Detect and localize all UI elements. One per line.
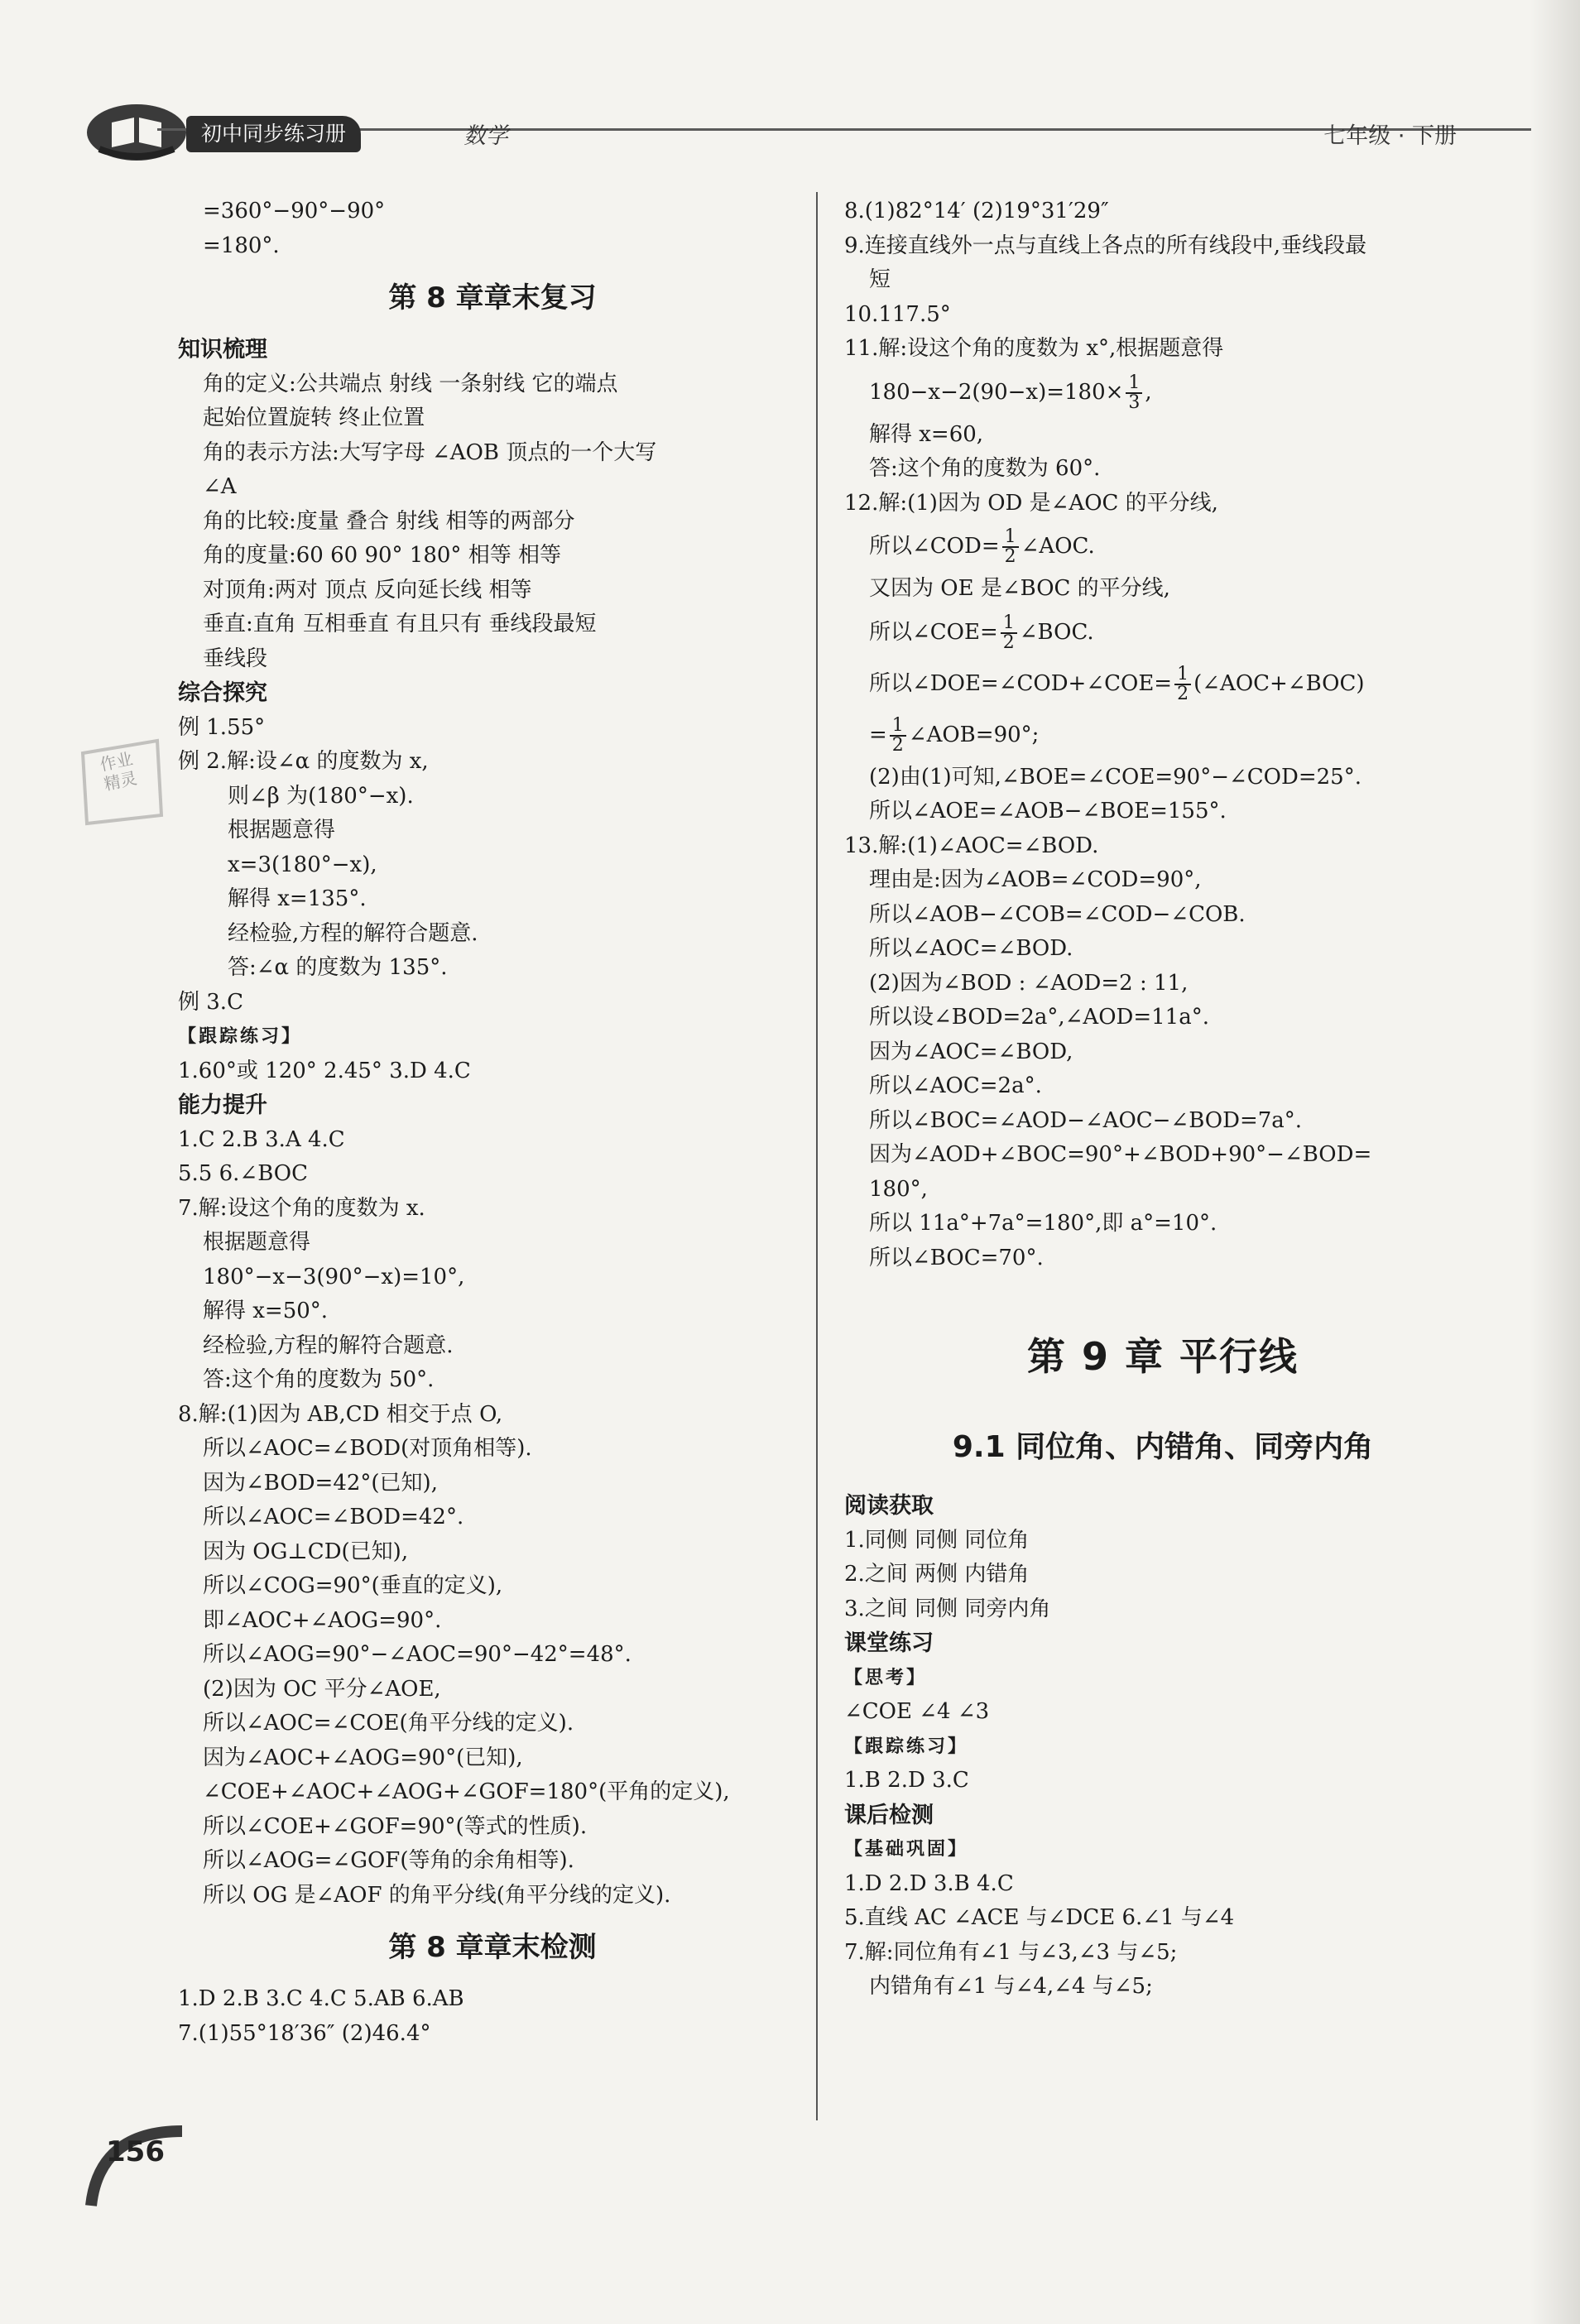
text-line: 所以∠AOB−∠COB=∠COD−∠COB. bbox=[869, 901, 1246, 927]
text-line: =360°−90°−90° bbox=[203, 199, 386, 223]
text-line: 1.同侧 同侧 同位角 bbox=[844, 1527, 1030, 1553]
right-column bbox=[844, 194, 1482, 2005]
section-heading: 综合探究 bbox=[178, 680, 267, 706]
text-line: 解得 x=50°. bbox=[203, 1299, 329, 1323]
text-line: (2)因为 OC 平分∠AOE, bbox=[203, 1676, 441, 1702]
fraction-one-half bbox=[1001, 614, 1017, 652]
text-line: (2)由(1)可知,∠BOE=∠COE=90°−∠COD=25°. bbox=[869, 764, 1361, 790]
follow-practice-tag: 【跟踪练习】 bbox=[844, 1736, 969, 1757]
text-line: 答:这个角的度数为 50°. bbox=[203, 1367, 435, 1392]
equation-line bbox=[844, 709, 1482, 761]
text-line: 因为∠AOD+∠BOC=90°+∠BOD+90°−∠BOD= bbox=[869, 1142, 1372, 1167]
text-line: 起始位置旋转 终止位置 bbox=[203, 406, 425, 430]
text-line: 11.解:设这个角的度数为 x°,根据题意得 bbox=[844, 336, 1224, 361]
page-header bbox=[83, 99, 1473, 166]
text-line: 12.解:(1)因为 OD 是∠AOC 的平分线, bbox=[844, 490, 1218, 516]
text-line: 即∠AOC+∠AOG=90°. bbox=[203, 1607, 442, 1633]
subject-label: 数学 bbox=[463, 123, 508, 149]
section-heading: 知识梳理 bbox=[178, 337, 267, 363]
text-line: 9.连接直线外一点与直线上各点的所有线段中,垂线段最 bbox=[844, 233, 1367, 258]
text-line: 所以∠AOC=∠BOD(对顶角相等). bbox=[203, 1436, 532, 1461]
text-line: 10.117.5° bbox=[844, 301, 951, 327]
text-line: 例 2.解:设∠α 的度数为 x, bbox=[178, 749, 429, 774]
text-line: 因为∠BOD=42°(已知), bbox=[203, 1470, 438, 1496]
text-line: 所以∠AOC=∠BOD. bbox=[869, 936, 1073, 961]
equation-text: (∠AOC+∠BOC) bbox=[1193, 670, 1365, 696]
grade-label: 七年级 · 下册 bbox=[1323, 123, 1457, 149]
text-line: 垂直:直角 互相垂直 有且只有 垂线段最短 bbox=[203, 612, 597, 636]
text-line: 因为 OG⊥CD(已知), bbox=[203, 1539, 409, 1564]
text-line: 8.解:(1)因为 AB,CD 相交于点 O, bbox=[178, 1401, 503, 1427]
page-edge-shadow bbox=[1530, 0, 1580, 2324]
text-line: 所以∠AOE=∠AOB−∠BOE=155°. bbox=[869, 799, 1227, 823]
text-line: ∠COE+∠AOC+∠AOG+∠GOF=180°(平角的定义), bbox=[203, 1779, 730, 1804]
fraction-numerator: 1 bbox=[1126, 374, 1142, 394]
equation-line bbox=[844, 367, 1482, 418]
text-line: 1.60°或 120° 2.45° 3.D 4.C bbox=[178, 1058, 471, 1083]
text-line: 所以∠AOC=∠BOD=42°. bbox=[203, 1505, 464, 1529]
text-line: 1.D 2.D 3.B 4.C bbox=[844, 1870, 1014, 1896]
stamp-line: 精灵 bbox=[102, 767, 139, 795]
text-line: 经检验,方程的解符合题意. bbox=[203, 1332, 454, 1358]
text-line: 1.D 2.B 3.C 4.C 5.AB 6.AB bbox=[178, 1986, 464, 2011]
text-line: 答:这个角的度数为 60°. bbox=[869, 456, 1101, 481]
equation-text: ∠AOC. bbox=[1021, 534, 1095, 559]
text-line: ∠A bbox=[203, 474, 237, 499]
follow-practice-tag: 【跟踪练习】 bbox=[178, 1026, 303, 1047]
text-line: 所以∠AOG=∠GOF(等角的余角相等). bbox=[203, 1848, 574, 1873]
equation-text: 所以∠COE= bbox=[869, 619, 998, 645]
fraction-one-third bbox=[1126, 374, 1142, 412]
text-line: 所以∠COG=90°(垂直的定义), bbox=[203, 1573, 503, 1598]
chapter-title: 第 9 章 平行线 bbox=[1026, 1334, 1299, 1379]
text-line: 解得 x=60, bbox=[869, 421, 984, 447]
page-number: 156 bbox=[106, 2135, 165, 2168]
text-line: 13.解:(1)∠AOC=∠BOD. bbox=[844, 833, 1099, 858]
fraction-numerator: 1 bbox=[1002, 528, 1019, 548]
text-line: 所以∠AOC=2a°. bbox=[869, 1073, 1042, 1098]
book-logo-icon bbox=[83, 99, 190, 166]
text-line: 所以 OG 是∠AOF 的角平分线(角平分线的定义). bbox=[203, 1882, 671, 1908]
text-line: 7.解:设这个角的度数为 x. bbox=[178, 1195, 425, 1221]
text-line: 所以∠BOC=70°. bbox=[869, 1245, 1044, 1270]
basic-tag: 【基础巩固】 bbox=[844, 1839, 969, 1860]
text-line: 对顶角:两对 顶点 反向延长线 相等 bbox=[203, 577, 532, 603]
text-line: ∠COE ∠4 ∠3 bbox=[844, 1699, 990, 1724]
text-line: 所以 11a°+7a°=180°,即 a°=10°. bbox=[869, 1211, 1217, 1236]
text-line: 因为∠AOC=∠BOD, bbox=[869, 1039, 1073, 1064]
section-heading: 课堂练习 bbox=[844, 1630, 934, 1656]
text-line: 1.C 2.B 3.A 4.C bbox=[178, 1126, 345, 1152]
section-heading: 能力提升 bbox=[178, 1092, 267, 1118]
equation-line bbox=[844, 607, 1482, 658]
fraction-numerator: 1 bbox=[1174, 665, 1191, 685]
text-line: 解得 x=135°. bbox=[228, 886, 367, 911]
text-line: 180°, bbox=[869, 1176, 928, 1202]
text-line: 2.之间 两侧 内错角 bbox=[844, 1562, 1030, 1587]
chapter-review-title: 第 8 章章末复习 bbox=[388, 281, 597, 315]
text-line: 例 3.C bbox=[178, 989, 243, 1015]
section-heading: 阅读获取 bbox=[844, 1493, 934, 1519]
text-line: 角的表示方法:大写字母 ∠AOB 顶点的一个大写 bbox=[203, 439, 657, 465]
fraction-denominator: 2 bbox=[1177, 683, 1189, 704]
equation-line bbox=[844, 521, 1482, 572]
text-line: 7.(1)55°18′36″ (2)46.4° bbox=[178, 2020, 431, 2046]
text-line: 1.B 2.D 3.C bbox=[844, 1768, 969, 1793]
fraction-numerator: 1 bbox=[890, 717, 906, 737]
fraction-denominator: 3 bbox=[1128, 391, 1141, 413]
text-line: 所以∠AOG=90°−∠AOC=90°−42°=48°. bbox=[203, 1642, 632, 1667]
section-title: 9.1 同位角、内错角、同旁内角 bbox=[952, 1430, 1374, 1464]
series-title: 初中同步练习册 bbox=[186, 116, 361, 152]
text-line: 5.直线 AC ∠ACE 与∠DCE 6.∠1 与∠4 bbox=[844, 1905, 1235, 1930]
text-line: (2)因为∠BOD : ∠AOD=2 : 11, bbox=[869, 970, 1189, 996]
think-tag: 【思考】 bbox=[844, 1667, 928, 1688]
text-line: 7.解:同位角有∠1 与∠3,∠3 与∠5; bbox=[844, 1939, 1178, 1965]
equation-text: 180−x−2(90−x)=180× bbox=[869, 379, 1124, 405]
chapter-test-title: 第 8 章章末检测 bbox=[388, 1931, 597, 1964]
text-line: 5.5 6.∠BOC bbox=[178, 1161, 309, 1186]
text-line: 理由是:因为∠AOB=∠COD=90°, bbox=[869, 867, 1202, 892]
equation-text: ∠AOB=90°; bbox=[908, 722, 1040, 747]
fraction-numerator: 1 bbox=[1001, 614, 1017, 634]
text-line: =180°. bbox=[203, 233, 280, 258]
text-line: 内错角有∠1 与∠4,∠4 与∠5; bbox=[869, 1974, 1153, 1999]
text-line: 180°−x−3(90°−x)=10°, bbox=[203, 1264, 465, 1289]
text-line: 所以∠BOC=∠AOD−∠AOC−∠BOD=7a°. bbox=[869, 1107, 1303, 1133]
text-line: 因为∠AOC+∠AOG=90°(已知), bbox=[203, 1745, 523, 1770]
equation-text: 所以∠DOE=∠COD+∠COE= bbox=[869, 670, 1173, 696]
fraction-one-half bbox=[1174, 665, 1191, 703]
text-line: 角的度量:60 60 90° 180° 相等 相等 bbox=[203, 543, 561, 568]
text-line: 根据题意得 bbox=[228, 818, 336, 843]
fraction-one-half bbox=[1002, 528, 1019, 566]
text-line: 8.(1)82°14′ (2)19°31′29″ bbox=[844, 199, 1109, 223]
fraction-denominator: 2 bbox=[1002, 631, 1015, 653]
text-line: 则∠β 为(180°−x). bbox=[228, 783, 414, 809]
text-line: x=3(180°−x), bbox=[228, 852, 377, 877]
equation-text: , bbox=[1145, 379, 1152, 405]
fraction-one-half bbox=[890, 714, 906, 756]
equation-text: = bbox=[869, 722, 887, 747]
text-line: 所以设∠BOD=2a°,∠AOD=11a°. bbox=[869, 1005, 1209, 1030]
text-line: 答:∠α 的度数为 135°. bbox=[228, 955, 448, 980]
text-line: 垂线段 bbox=[203, 646, 268, 671]
equation-text: 所以∠COD= bbox=[869, 534, 1000, 559]
left-column bbox=[178, 194, 807, 2051]
text-line: 角的定义:公共端点 射线 一条射线 它的端点 bbox=[203, 371, 618, 396]
text-line: 角的比较:度量 叠合 射线 相等的两部分 bbox=[203, 508, 575, 534]
text-line: 例 1.55° bbox=[178, 714, 266, 740]
text-line: 3.之间 同侧 同旁内角 bbox=[844, 1596, 1051, 1621]
column-divider bbox=[816, 192, 818, 2120]
spacer bbox=[844, 1275, 1482, 1307]
equation-text: ∠BOC. bbox=[1019, 619, 1094, 645]
text-line: 经检验,方程的解符合题意. bbox=[228, 920, 478, 946]
text-line: 短 bbox=[869, 267, 891, 292]
stamp-line: 作业 bbox=[98, 748, 135, 775]
text-line: 根据题意得 bbox=[203, 1230, 311, 1255]
fraction-denominator: 2 bbox=[1004, 546, 1016, 567]
fraction-denominator: 2 bbox=[891, 734, 904, 756]
text-line: 又因为 OE 是∠BOC 的平分线, bbox=[869, 576, 1170, 601]
section-heading: 课后检测 bbox=[844, 1802, 934, 1828]
equation-line bbox=[844, 658, 1482, 709]
text-line: 所以∠COE+∠GOF=90°(等式的性质). bbox=[203, 1813, 588, 1839]
text-line: 所以∠AOC=∠COE(角平分线的定义). bbox=[203, 1711, 574, 1736]
